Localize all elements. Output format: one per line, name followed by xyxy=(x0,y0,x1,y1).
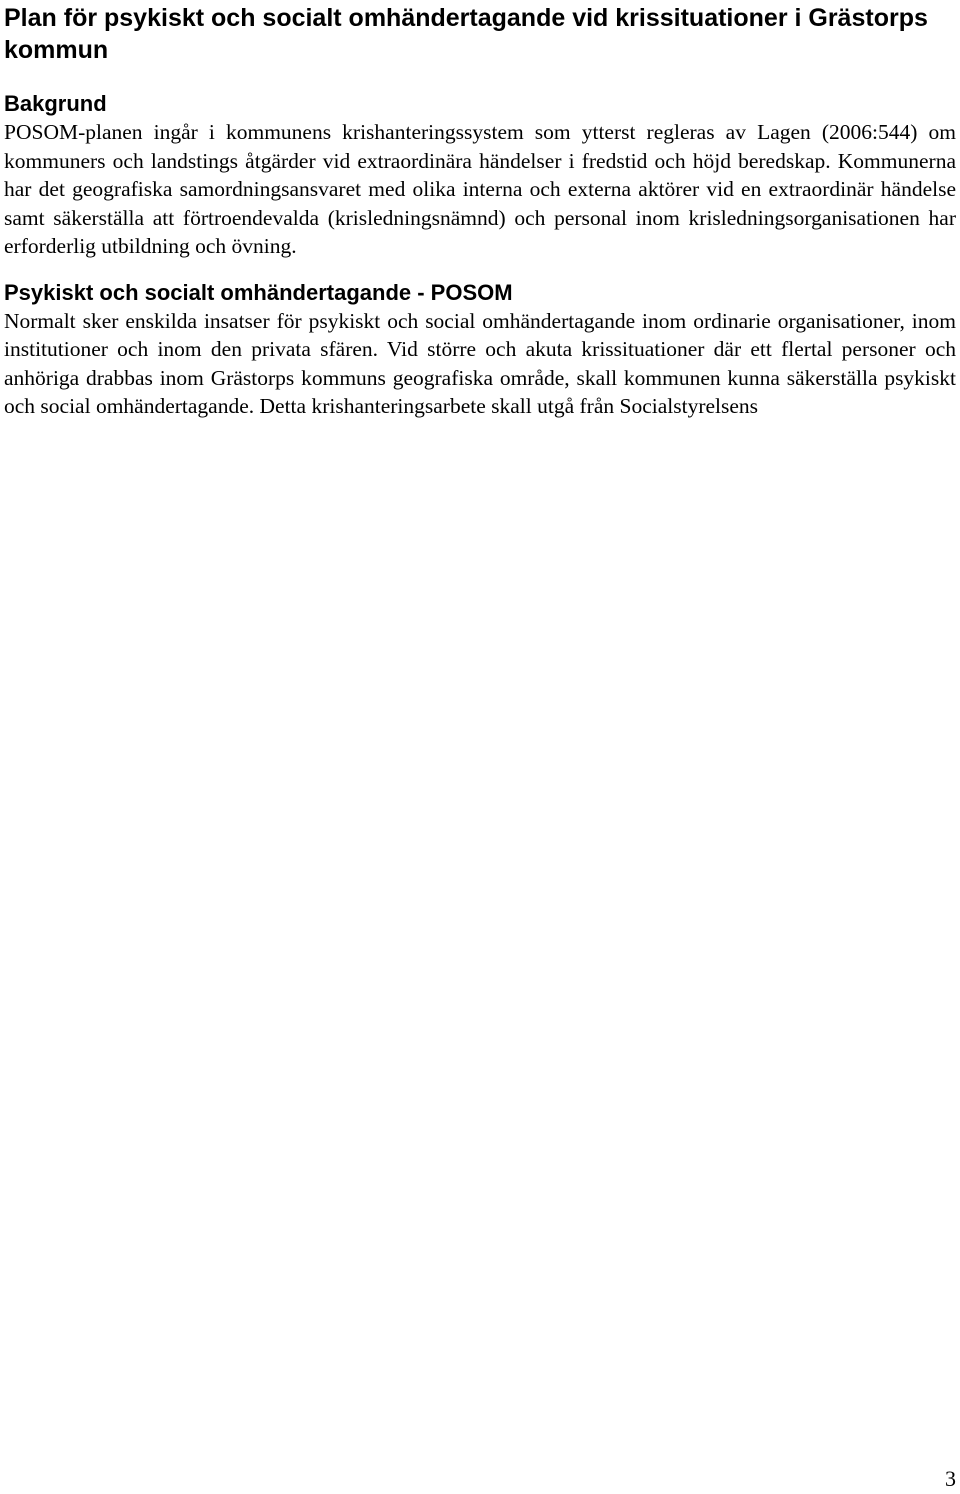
section-body-bakgrund: POSOM-planen ingår i kommunens krishanteringssystem som ytterst regleras av Lagen (2006:544) om kommuners och landstings åtgärder vid extraordinära händelser i fredstid och höjd beredskap. Kommunerna har det geografiska samordningsansvaret med olika interna och externa aktörer vid en extraordinär händelse samt säkerställa att förtroendevalda (krisledningsnämnd) och personal inom krisledningsorganisationen har erforderlig utbildning och övning. xyxy=(4,120,956,258)
page-number: 3 xyxy=(945,1466,956,1491)
section-heading-bakgrund: Bakgrund xyxy=(4,91,107,116)
section-heading-posom: Psykiskt och socialt omhändertagande - POSOM xyxy=(4,279,513,305)
document-content xyxy=(4,2,956,421)
section-body-posom: Normalt sker enskilda insatser för psykiskt och social omhändertagande inom ordinarie organisationer, inom institutioner och inom den privata sfären. Vid större och akuta krissituationer där ett flertal personer och anhöriga drabbas inom Grästorps kommuns geografiska område, skall kommunen kunna säkerställa psykiskt och social omhändertagande. Detta krishanteringsarbete skall utgå från Socialstyrelsens xyxy=(4,308,956,418)
document-title: Plan för psykiskt och socialt omhändertagande vid krissituationer i Grästorps kommun xyxy=(4,4,928,64)
